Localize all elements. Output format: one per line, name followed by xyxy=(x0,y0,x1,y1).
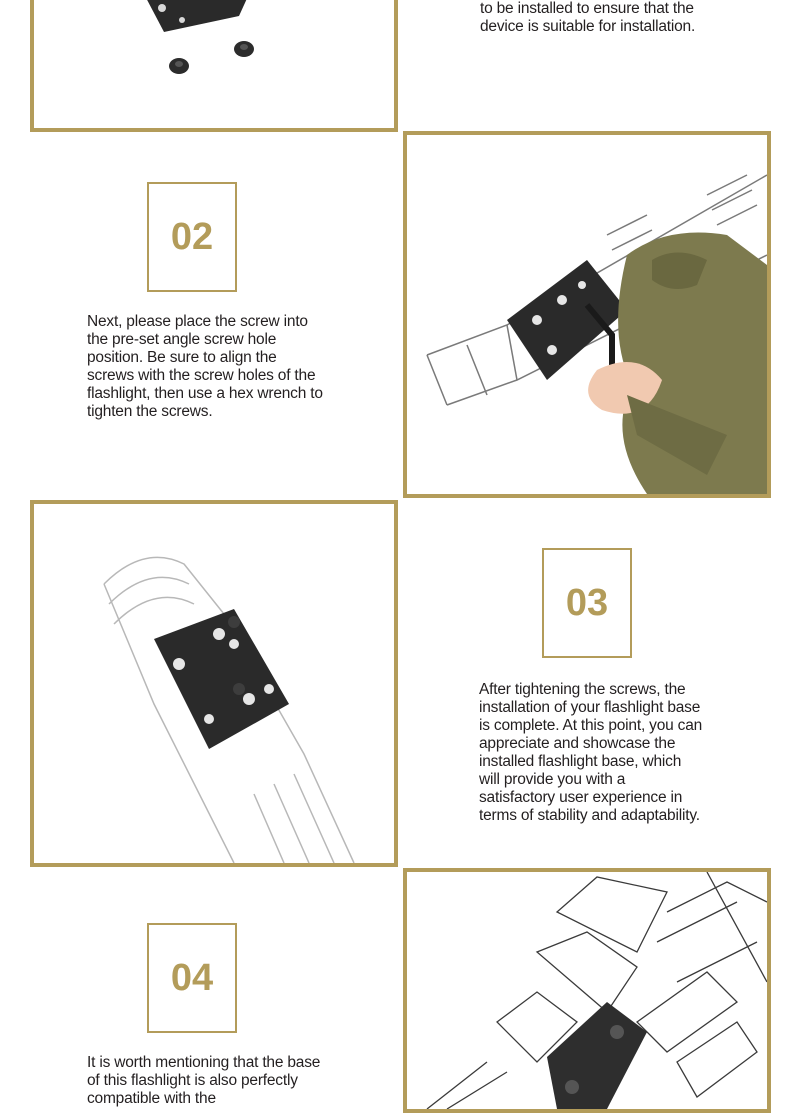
step04-number-box xyxy=(147,923,237,1033)
step04-description-head: It is worth mentioning that the base of this flashlight is also perfectly compatible with the xyxy=(87,1054,321,1107)
step02-number-box xyxy=(147,182,237,292)
step03-number-box xyxy=(542,548,632,658)
step03-description: After tightening the screws, the installation of your flashlight base is complete. At this point, you can appreciate and showcase the installed flashlight base, which will provide you with a satisfactory user experience in terms of stability and adaptability. xyxy=(479,681,703,824)
step01-description-tail: to be installed to ensure that the device is suitable for installation. xyxy=(480,0,696,35)
step02-description: Next, please place the screw into the pre-set angle screw hole position. Be sure to align the screws with the screw holes of the flashlight, then use a hex wrench to tighten the screws. xyxy=(87,313,323,420)
step04-number: 04 xyxy=(170,956,214,999)
hex-wrench-install-illustration xyxy=(407,135,767,494)
photo-hex-wrench-install xyxy=(403,131,771,498)
step03-number: 03 xyxy=(565,581,609,624)
rail-compatibility-illustration xyxy=(407,872,767,1109)
photo-installed-base xyxy=(30,500,398,867)
mount-plate-screws-illustration xyxy=(34,0,394,128)
photo-mount-plate-screws xyxy=(30,0,398,132)
step02-number: 02 xyxy=(170,215,214,258)
installed-base-illustration xyxy=(34,504,394,863)
photo-rail-compatibility xyxy=(403,868,771,1113)
